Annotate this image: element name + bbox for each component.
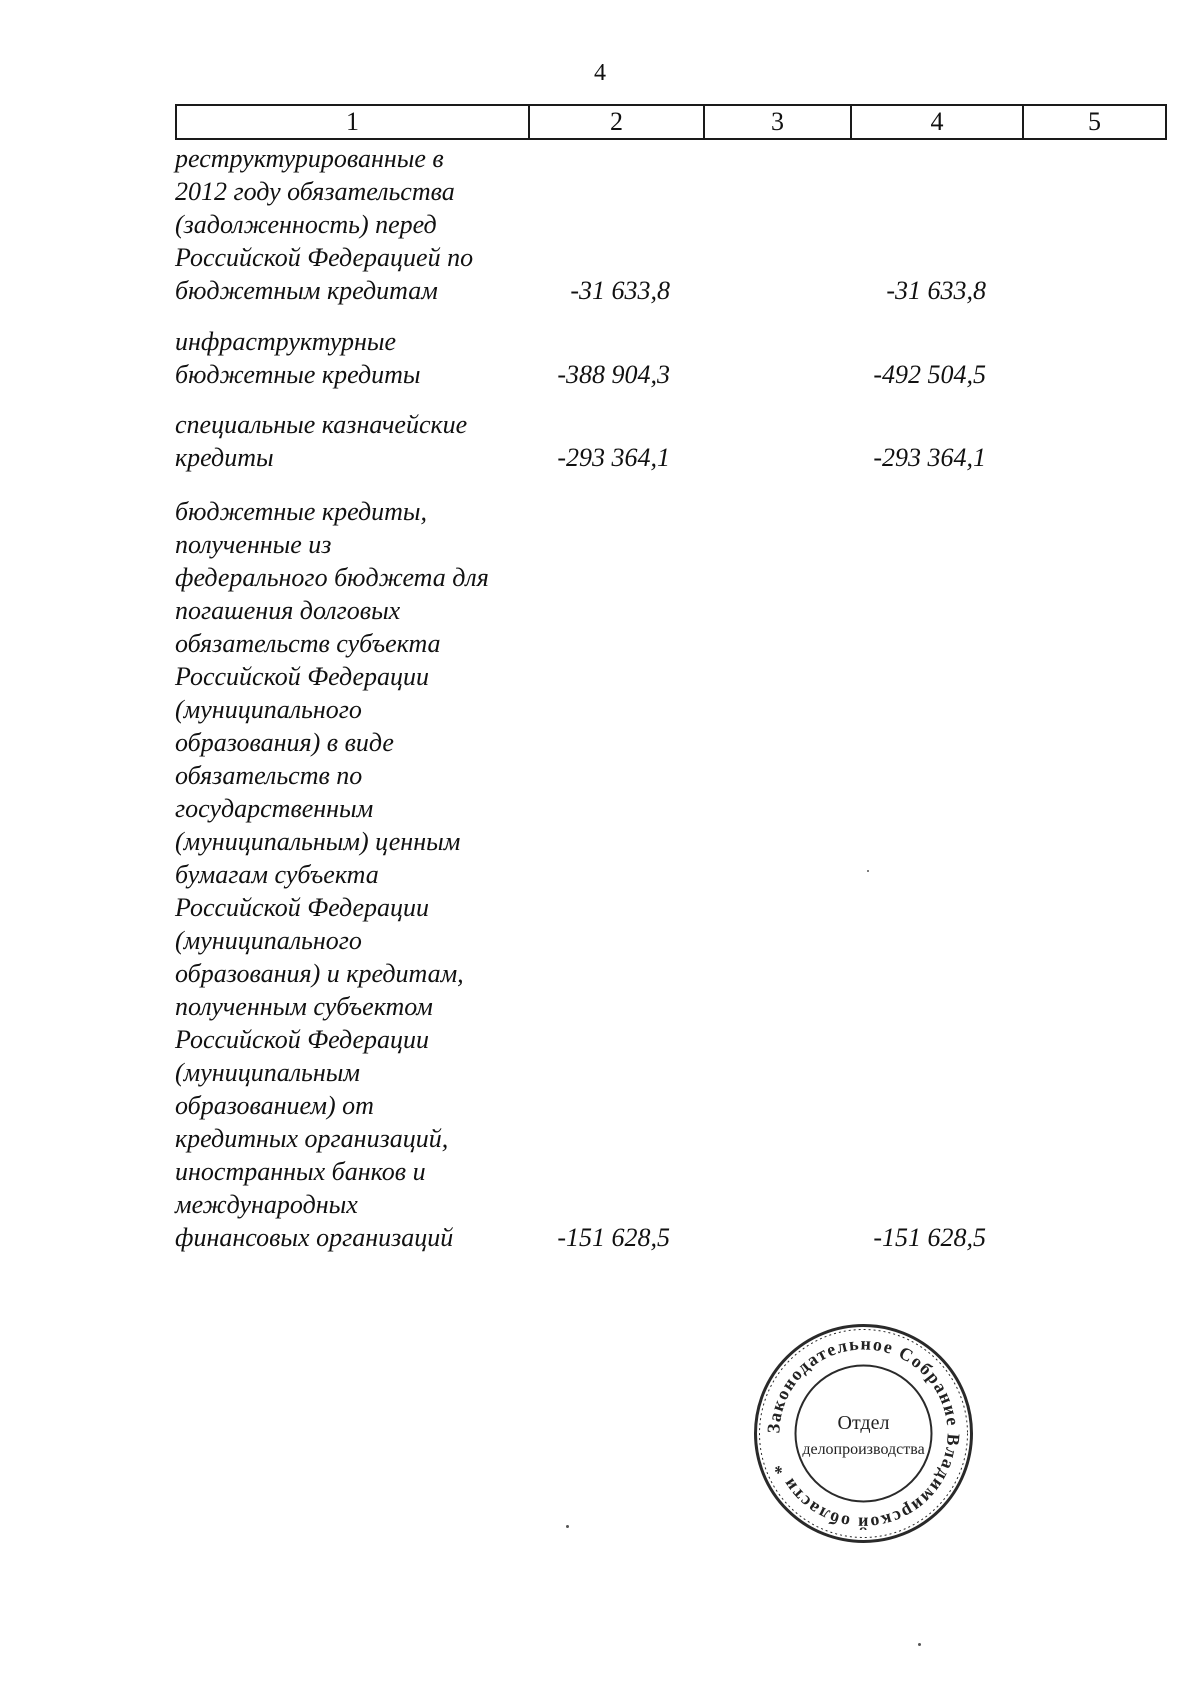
column-header-1: 1	[176, 105, 529, 139]
scan-speck	[566, 1525, 569, 1528]
column-header-4: 4	[851, 105, 1023, 139]
official-stamp	[751, 1321, 976, 1546]
row-label-federal-credits: бюджетные кредиты, полученные из федерального бюджета для погашения долговых обязательств субъекта Российской Федерации (муниципального образования) в виде обязательств по государственным (муниципальным) ценным бумагам субъекта Российской Федерации (муниципального образования) и кредитам, полученным субъектом Российской Федерации (муниципальным образованием) от кредитных организаций, иностранных банков и международных финансовых организаций	[175, 497, 489, 1252]
row-label-infrastructure: инфраструктурные бюджетные кредиты	[175, 327, 421, 389]
stamp-ring-text: Законодательное Собрание Владимирской области *	[763, 1333, 964, 1534]
row-treasury-col2-value: -293 364,1	[557, 443, 670, 472]
column-header-row	[175, 104, 1167, 140]
row-federal-credits-col2-value: -151 628,5	[557, 1223, 670, 1252]
row-restructured-col4-value: -31 633,8	[886, 276, 986, 305]
stamp-center-line1: Отдел	[837, 1412, 890, 1434]
page-number: 4	[594, 60, 606, 86]
row-label-restructured: реструктурированные в 2012 году обязательства (задолженность) перед Российской Федерацией по бюджетным кредитам	[175, 144, 474, 305]
column-header-2: 2	[529, 105, 704, 139]
row-federal-credits-col4-value: -151 628,5	[873, 1223, 986, 1252]
scan-speck	[918, 1643, 921, 1646]
column-header-3: 3	[704, 105, 851, 139]
row-treasury-col4-value: -293 364,1	[873, 443, 986, 472]
row-label-treasury: специальные казначейские кредиты	[175, 410, 468, 472]
column-header-5: 5	[1023, 105, 1166, 139]
row-restructured-col2-value: -31 633,8	[570, 276, 670, 305]
stamp-center-line2: делопроизводства	[802, 1441, 925, 1458]
row-infrastructure-col2-value: -388 904,3	[557, 360, 670, 389]
scan-speck	[867, 870, 869, 872]
row-infrastructure-col4-value: -492 504,5	[873, 360, 986, 389]
